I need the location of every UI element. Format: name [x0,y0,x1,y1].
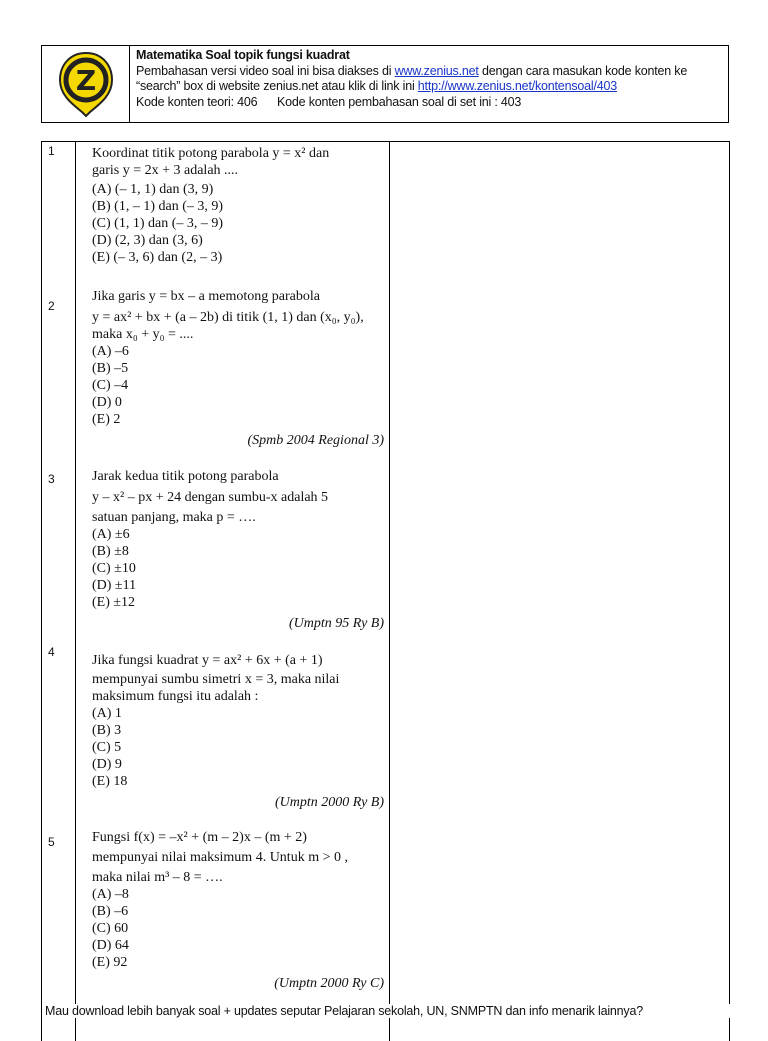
answer-option: (E) 18 [92,774,128,789]
question-text-line: mempunyai nilai maksimum 4. Untuk m > 0 , [92,850,348,865]
question-text-line: maksimum fungsi itu adalah : [92,689,259,704]
logo-cell [42,46,130,122]
question-text-line: Jarak kedua titik potong parabola [92,469,279,484]
kontensoal-link[interactable]: http://www.zenius.net/kontensoal/403 [417,79,617,93]
answer-option: (E) ±12 [92,595,136,610]
answer-option: (B) 3 [92,723,122,738]
answer-option: (E) 2 [92,412,121,427]
question-3 [92,468,384,632]
footer-promo-text: Mau download lebih banyak soal + updates seputar Pelajaran sekolah, UN, SNMPTN dan info menarik lainnya? [45,1004,745,1018]
answer-option: (E) 92 [92,955,128,970]
question-table [41,141,730,1041]
question-source: (Umptn 2000 Ry C) [274,976,384,991]
answer-option: (A) –8 [92,887,129,902]
header-line-1 [136,64,726,80]
question-text-line: Jika garis y = bx – a memotong parabola [92,289,320,304]
answer-option: (A) (– 1, 1) dan (3, 9) [92,182,214,197]
question-text-line: y – x² – px + 24 dengan sumbu-x adalah 5 [92,490,329,505]
header-line-3: Kode konten teori: 406 Kode konten pembahasan soal di set ini : 403 [136,94,522,109]
zenius-logo [56,50,116,118]
answer-option: (B) –6 [92,904,129,919]
answer-option: (D) ±11 [92,578,137,593]
question-number: 1 [48,144,55,158]
question-source: (Umptn 2000 Ry B) [275,795,384,810]
question-text-line: maka x₀ + y₀ = .... [92,327,194,342]
answer-option: (B) (1, – 1) dan (– 3, 9) [92,199,224,214]
answer-option: (B) –5 [92,361,129,376]
question-text-line: Jika fungsi kuadrat y = ax² + 6x + (a + 1) [92,653,323,668]
header-text [136,48,726,110]
answer-option: (C) 5 [92,740,122,755]
answer-option: (C) 60 [92,921,129,936]
document-header [41,45,729,123]
question-source: (Spmb 2004 Regional 3) [247,433,384,448]
question-text-line: maka nilai m³ – 8 = …. [92,870,223,885]
column-divider-1 [75,142,76,1041]
answer-option: (A) 1 [92,706,122,721]
question-number: 5 [48,835,55,849]
answer-option: (D) 64 [92,938,129,953]
question-text-line: Koordinat titik potong parabola y = x² dan [92,146,330,161]
header-line-2-text: “search” box di website zenius.net atau klik di link ini [136,79,418,93]
question-text-line: y = ax² + bx + (a – 2b) di titik (1, 1) dan (x₀, y₀), [92,310,364,325]
answer-option: (D) 0 [92,395,122,410]
column-divider-2 [389,142,390,1041]
answer-option: (A) ±6 [92,527,130,542]
question-2 [92,288,384,449]
question-5 [92,829,384,992]
question-4 [92,652,384,811]
question-text-line: mempunyai sumbu simetri x = 3, maka nilai [92,672,340,687]
answer-option: (C) (1, 1) dan (– 3, – 9) [92,216,224,231]
logo-letter: Z [75,64,97,97]
header-line-1-text: Pembahasan versi video soal ini bisa diakses di [136,63,395,78]
answer-option: (C) –4 [92,378,129,393]
header-line-1-tail: dengan cara masukan kode konten ke [478,63,688,78]
question-number: 4 [48,645,55,659]
answer-option: (C) ±10 [92,561,136,576]
question-number: 2 [48,299,55,313]
answer-option: (E) (– 3, 6) dan (2, – 3) [92,250,223,265]
question-source: (Umptn 95 Ry B) [289,616,384,631]
answer-option: (D) (2, 3) dan (3, 6) [92,233,203,248]
answer-option: (D) 9 [92,757,122,772]
answer-option: (B) ±8 [92,544,129,559]
question-text-line: Fungsi f(x) = –x² + (m – 2)x – (m + 2) [92,830,307,845]
answer-option: (A) –6 [92,344,129,359]
zenius-site-link[interactable]: www.zenius.net [394,63,479,78]
question-1 [92,145,384,266]
question-text-line: satuan panjang, maka p = …. [92,510,256,525]
question-number: 3 [48,472,55,486]
question-text-line: garis y = 2x + 3 adalah .... [92,163,239,178]
header-title: Matematika Soal topik fungsi kuadrat [136,48,350,62]
header-line-2 [136,79,726,95]
